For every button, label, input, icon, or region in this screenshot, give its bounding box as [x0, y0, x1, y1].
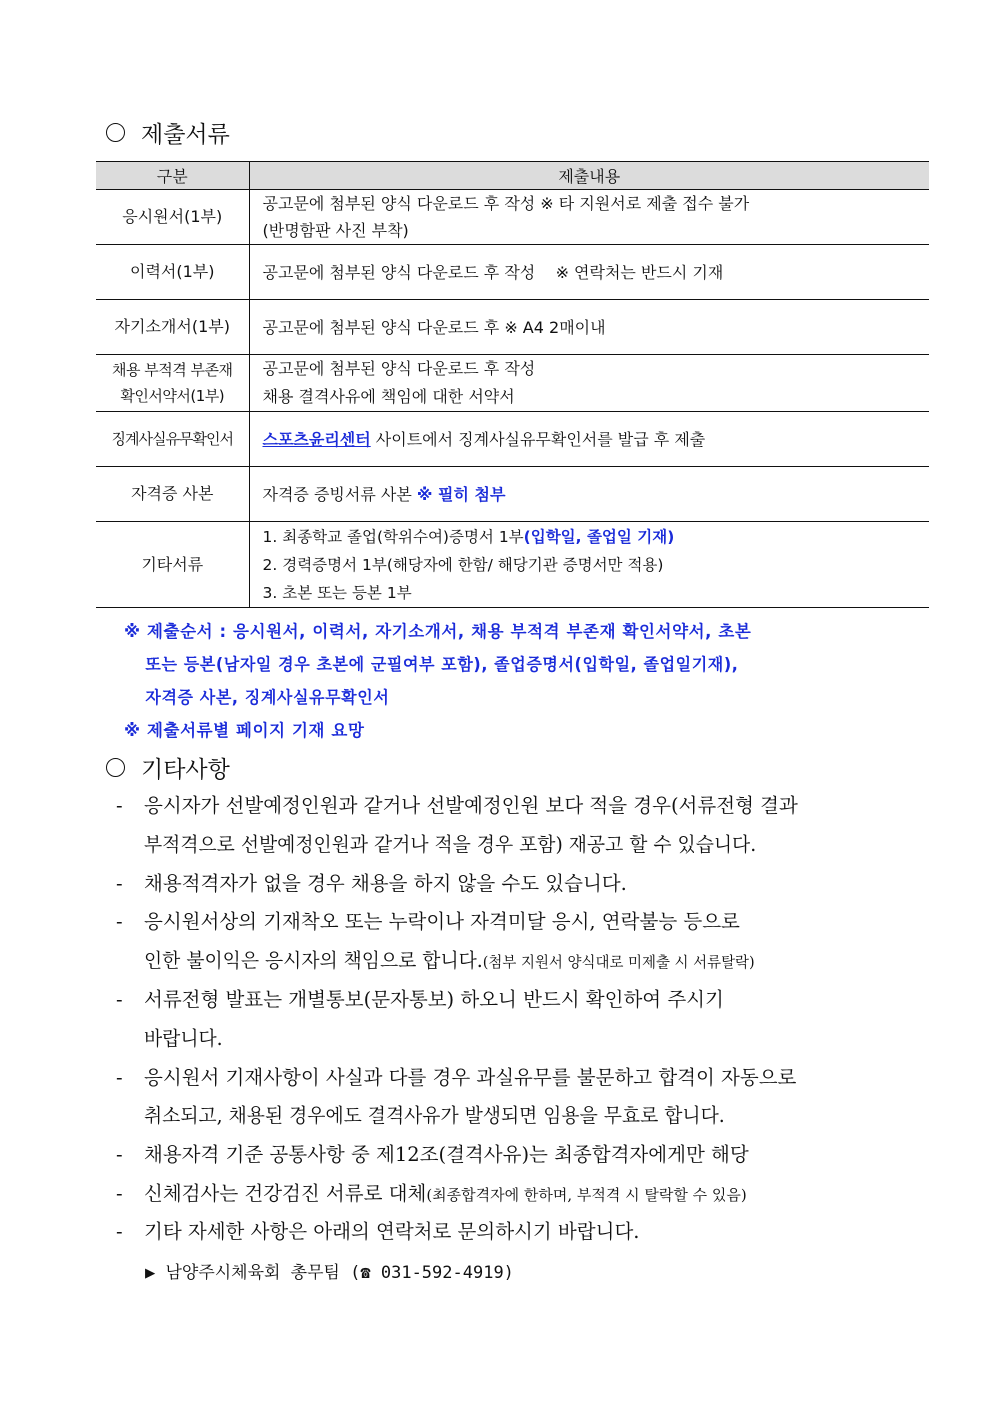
note-line: ※ 제출순서 : 응시원서, 이력서, 자기소개서, 채용 부적격 부존재 확인서약서, 초본	[124, 622, 752, 641]
table-row	[96, 190, 929, 245]
section-title: 제출서류	[141, 122, 230, 148]
dash-marker: -	[116, 794, 123, 817]
column-header: 제출내용	[249, 162, 929, 190]
list-item	[116, 984, 906, 1012]
list-item-continuation	[144, 945, 906, 973]
list-item	[116, 906, 906, 934]
submission-order-note	[124, 615, 904, 747]
documents-table	[96, 161, 929, 608]
item-text: 신체검사는 건강검진 서류로 대체	[144, 1182, 427, 1205]
item-small-text: (첨부 지원서 양식대로 미제출 시 서류탈락)	[482, 953, 755, 971]
table-header-row	[96, 162, 929, 190]
content-text: 자격증 증빙서류 사본	[262, 484, 417, 504]
item-text: 채용자격 기준 공통사항 중 제12조(결격사유)는 최종합격자에게만 해당	[144, 1143, 749, 1166]
section-heading-other	[106, 751, 230, 784]
dash-marker: -	[116, 1143, 123, 1166]
circle-bullet-icon	[106, 123, 125, 142]
list-item: 3. 초본 또는 등본 1부	[262, 583, 412, 602]
dash-marker: -	[116, 1066, 123, 1089]
row-content	[249, 355, 929, 412]
circle-bullet-icon	[106, 758, 125, 777]
list-item: 2. 경력증명서 1부(해당자에 한함/ 해당기관 증명서만 적용)	[262, 555, 664, 574]
item-text: 응시원서 기재사항이 사실과 다를 경우 과실유무를 불문하고 합격이 자동으로	[144, 1066, 797, 1089]
list-item	[116, 1062, 906, 1090]
dash-marker: -	[116, 988, 123, 1011]
row-category: 자격증 사본	[96, 467, 249, 522]
page-note: ※ 제출서류별 페이지 기재 요망	[124, 721, 365, 740]
list-item	[116, 1178, 906, 1206]
item-text: 응시원서상의 기재착오 또는 누락이나 자격미달 응시, 연락불능 등으로	[144, 910, 740, 933]
category-line: 채용 부적격 부존재	[112, 361, 233, 379]
table-row	[96, 522, 929, 608]
column-header: 구분	[96, 162, 249, 190]
row-content	[249, 190, 929, 245]
dash-marker: -	[116, 1182, 123, 1205]
list-item	[116, 868, 906, 896]
row-content	[249, 522, 929, 608]
emphasis-text: ※ 필히 첨부	[416, 484, 506, 504]
list-item	[116, 1216, 906, 1244]
list-item	[116, 1139, 906, 1167]
row-content: 공고문에 첨부된 양식 다운로드 후 작성 ※ 연락처는 반드시 기재	[249, 245, 929, 300]
table-row	[96, 355, 929, 412]
row-category	[96, 355, 249, 412]
list-item	[116, 790, 906, 818]
row-content	[249, 467, 929, 522]
item-text: 인한 불이익은 응시자의 책임으로 합니다.	[144, 949, 483, 972]
row-content	[249, 412, 929, 467]
dash-marker: -	[116, 1220, 123, 1243]
row-category: 응시원서(1부)	[96, 190, 249, 245]
content-text: 사이트에서 징계사실유무확인서를 발급 후 제출	[370, 429, 706, 449]
table-row	[96, 300, 929, 355]
row-category: 기타서류	[96, 522, 249, 608]
section-title: 기타사항	[141, 757, 230, 783]
item-small-text: (최종합격자에 한하며, 부적격 시 탈락할 수 있음)	[426, 1186, 747, 1204]
list-item-continuation: 부적격으로 선발예정인원과 같거나 적을 경우 포함) 재공고 할 수 있습니다.	[144, 833, 757, 856]
content-line: 공고문에 첨부된 양식 다운로드 후 작성	[262, 359, 536, 378]
item-text: 응시자가 선발예정인원과 같거나 선발예정인원 보다 적을 경우(서류전형 결과	[144, 794, 798, 817]
category-line: 확인서약서(1부)	[120, 387, 225, 405]
item-text: 서류전형 발표는 개별통보(문자통보) 하오니 반드시 확인하여 주시기	[144, 988, 724, 1011]
table-row	[96, 245, 929, 300]
table-row	[96, 412, 929, 467]
item-text: 기타 자세한 사항은 아래의 연락처로 문의하시기 바랍니다.	[144, 1220, 640, 1243]
list-item-continuation: 바랍니다.	[144, 1027, 223, 1050]
note-line: 또는 등본(남자일 경우 초본에 군필여부 포함), 졸업증명서(입학일, 졸업일기재),	[145, 655, 739, 674]
content-line: 채용 결격사유에 책임에 대한 서약서	[262, 387, 515, 406]
dash-marker: -	[116, 872, 123, 895]
ethics-center-link[interactable]: 스포츠윤리센터	[262, 429, 371, 449]
row-content: 공고문에 첨부된 양식 다운로드 후 ※ A4 2매이내	[249, 300, 929, 355]
content-line: (반명함판 사진 부착)	[262, 221, 409, 240]
item-text: 1. 최종학교 졸업(학위수여)증명서 1부	[262, 527, 524, 546]
note-line: 자격증 사본, 징계사실유무확인서	[145, 688, 390, 707]
item-text: 채용적격자가 없을 경우 채용을 하지 않을 수도 있습니다.	[144, 872, 627, 895]
row-category: 징계사실유무확인서	[96, 412, 249, 467]
list-item-continuation: 취소되고, 채용된 경우에도 결격사유가 발생되면 임용을 무효로 합니다.	[144, 1104, 725, 1127]
content-line: 공고문에 첨부된 양식 다운로드 후 작성 ※ 타 지원서로 제출 접수 불가	[262, 194, 750, 213]
table-row	[96, 467, 929, 522]
emphasis-text: (입학일, 졸업일 기재)	[523, 527, 675, 546]
list-item	[263, 523, 930, 551]
row-category: 이력서(1부)	[96, 245, 249, 300]
section-heading-submission	[106, 116, 230, 149]
dash-marker: -	[116, 910, 123, 933]
contact-line: ▶ 남양주시체육회 총무팀 (☎ 031-592-4919)	[145, 1263, 514, 1283]
row-category: 자기소개서(1부)	[96, 300, 249, 355]
